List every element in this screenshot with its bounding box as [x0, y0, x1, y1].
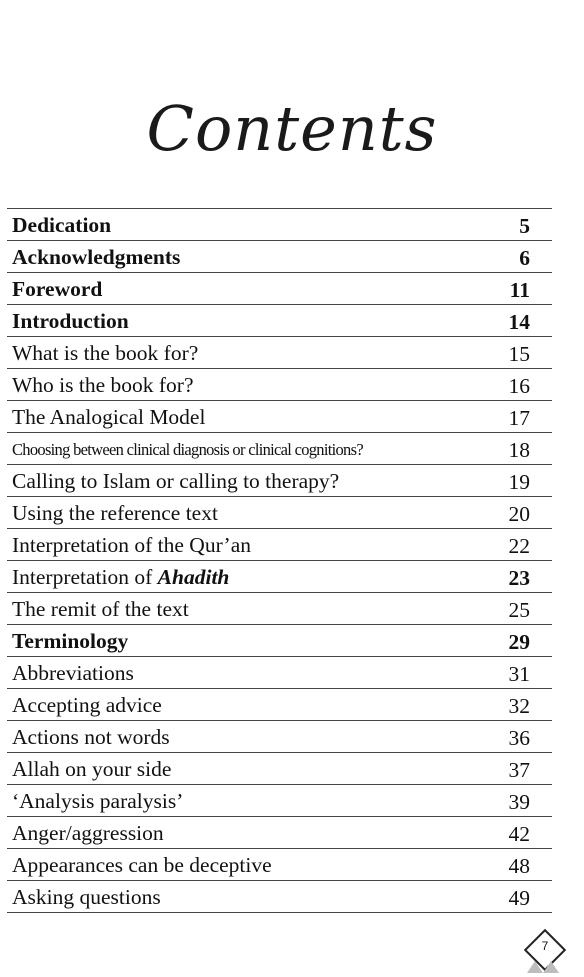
toc-entry-title-text: Choosing between clinical diagnosis or clinical cognitions? — [12, 440, 363, 459]
toc-entry-title-text: Using the reference text — [12, 501, 218, 525]
toc-entry-page-number: 48 — [508, 854, 530, 878]
toc-entry[interactable] — [7, 529, 552, 561]
table-of-contents — [7, 208, 552, 913]
toc-entry-page-number: 17 — [508, 406, 530, 430]
toc-entry-page-number: 32 — [508, 694, 530, 718]
toc-entry[interactable] — [7, 785, 552, 817]
toc-entry-title — [12, 661, 134, 686]
toc-entry-title — [12, 629, 128, 654]
toc-entry[interactable] — [7, 465, 552, 497]
toc-entry-page-number: 39 — [508, 790, 530, 814]
toc-entry-title — [12, 757, 171, 782]
toc-entry-title — [12, 821, 164, 846]
toc-entry-title-text: Dedication — [12, 213, 112, 237]
toc-entry-title-text: What is the book for? — [12, 341, 199, 365]
toc-entry-title-text: The Analogical Model — [12, 405, 206, 429]
toc-entry-page-number: 15 — [508, 342, 530, 366]
toc-entry-title-text: Allah on your side — [12, 757, 172, 781]
toc-entry-title — [12, 501, 218, 526]
toc-entry-title — [12, 469, 339, 494]
toc-entry-title — [12, 565, 229, 590]
toc-entry-title-text: Calling to Islam or calling to therapy? — [12, 469, 340, 493]
toc-entry[interactable] — [7, 497, 552, 529]
toc-entry-title — [12, 213, 111, 238]
toc-entry[interactable] — [7, 721, 552, 753]
toc-entry-title-text: Introduction — [12, 309, 129, 333]
toc-entry-page-number: 42 — [508, 822, 530, 846]
toc-entry-title-text: Terminology — [12, 629, 129, 653]
toc-entry-title — [12, 789, 183, 814]
toc-entry[interactable] — [7, 369, 552, 401]
toc-entry-page-number: 20 — [508, 502, 530, 526]
toc-entry-title — [12, 405, 205, 430]
toc-entry[interactable] — [7, 689, 552, 721]
toc-entry-title — [12, 341, 198, 366]
toc-entry[interactable] — [7, 849, 552, 881]
toc-entry[interactable] — [7, 657, 552, 689]
toc-entry-page-number: 25 — [508, 598, 530, 622]
toc-entry[interactable] — [7, 625, 552, 657]
page-number: 7 — [541, 939, 549, 953]
toc-entry-title — [12, 853, 272, 878]
toc-entry-title — [12, 277, 102, 302]
toc-entry-title-text: Appearances can be deceptive — [12, 853, 272, 877]
toc-entry[interactable] — [7, 561, 552, 593]
toc-entry-page-number: 5 — [519, 214, 530, 238]
toc-entry-title-text: Interpretation of — [12, 565, 158, 589]
toc-entry-title-text: Anger/aggression — [12, 821, 164, 845]
toc-entry-title-text: Interpretation of the Qur’an — [12, 533, 251, 557]
toc-entry-title-text: Acknowledgments — [12, 245, 181, 269]
toc-entry[interactable] — [7, 337, 552, 369]
toc-entry-page-number: 6 — [519, 246, 530, 270]
toc-entry[interactable] — [7, 241, 552, 273]
toc-entry-title — [12, 533, 251, 558]
toc-entry-page-number: 37 — [508, 758, 530, 782]
toc-entry-title-text: Asking questions — [12, 885, 161, 909]
toc-entry-title-text: Foreword — [12, 277, 103, 301]
toc-entry[interactable] — [7, 401, 552, 433]
toc-entry-title-text: Who is the book for? — [12, 373, 194, 397]
toc-entry-title-text: Abbreviations — [12, 661, 134, 685]
toc-entry[interactable] — [7, 209, 552, 241]
toc-entry-page-number: 16 — [508, 374, 530, 398]
toc-entry[interactable] — [7, 881, 552, 913]
toc-entry-page-number: 22 — [508, 534, 530, 558]
toc-entry-page-number: 29 — [508, 630, 530, 654]
toc-entry-title — [12, 309, 129, 334]
toc-entry-page-number: 49 — [508, 886, 530, 910]
toc-entry-title-emphasis: Ahadith — [157, 565, 230, 589]
toc-entry-title — [12, 725, 170, 750]
toc-entry[interactable] — [7, 273, 552, 305]
toc-entry-page-number: 19 — [508, 470, 530, 494]
toc-entry-page-number: 23 — [508, 566, 530, 590]
toc-entry[interactable] — [7, 817, 552, 849]
toc-entry-page-number: 18 — [508, 438, 530, 462]
toc-entry-page-number: 11 — [509, 278, 530, 302]
toc-entry-title-text: The remit of the text — [12, 597, 189, 621]
toc-entry-title-text: Accepting advice — [12, 693, 162, 717]
toc-entry-title — [12, 885, 161, 910]
toc-entry-title — [12, 597, 189, 622]
toc-entry-title — [12, 373, 194, 398]
toc-entry-title-text: Actions not words — [12, 725, 170, 749]
toc-entry[interactable] — [7, 753, 552, 785]
toc-entry[interactable] — [7, 433, 552, 465]
toc-entry-title — [12, 693, 162, 718]
toc-entry-title — [12, 245, 180, 270]
toc-entry[interactable] — [7, 593, 552, 625]
toc-entry-page-number: 36 — [508, 726, 530, 750]
toc-entry-page-number: 14 — [508, 310, 530, 334]
toc-entry-page-number: 31 — [508, 662, 530, 686]
toc-entry[interactable] — [7, 305, 552, 337]
page-title: Contents — [146, 92, 438, 165]
toc-entry-title — [12, 440, 363, 460]
toc-entry-title-text: ‘Analysis paralysis’ — [12, 789, 184, 813]
